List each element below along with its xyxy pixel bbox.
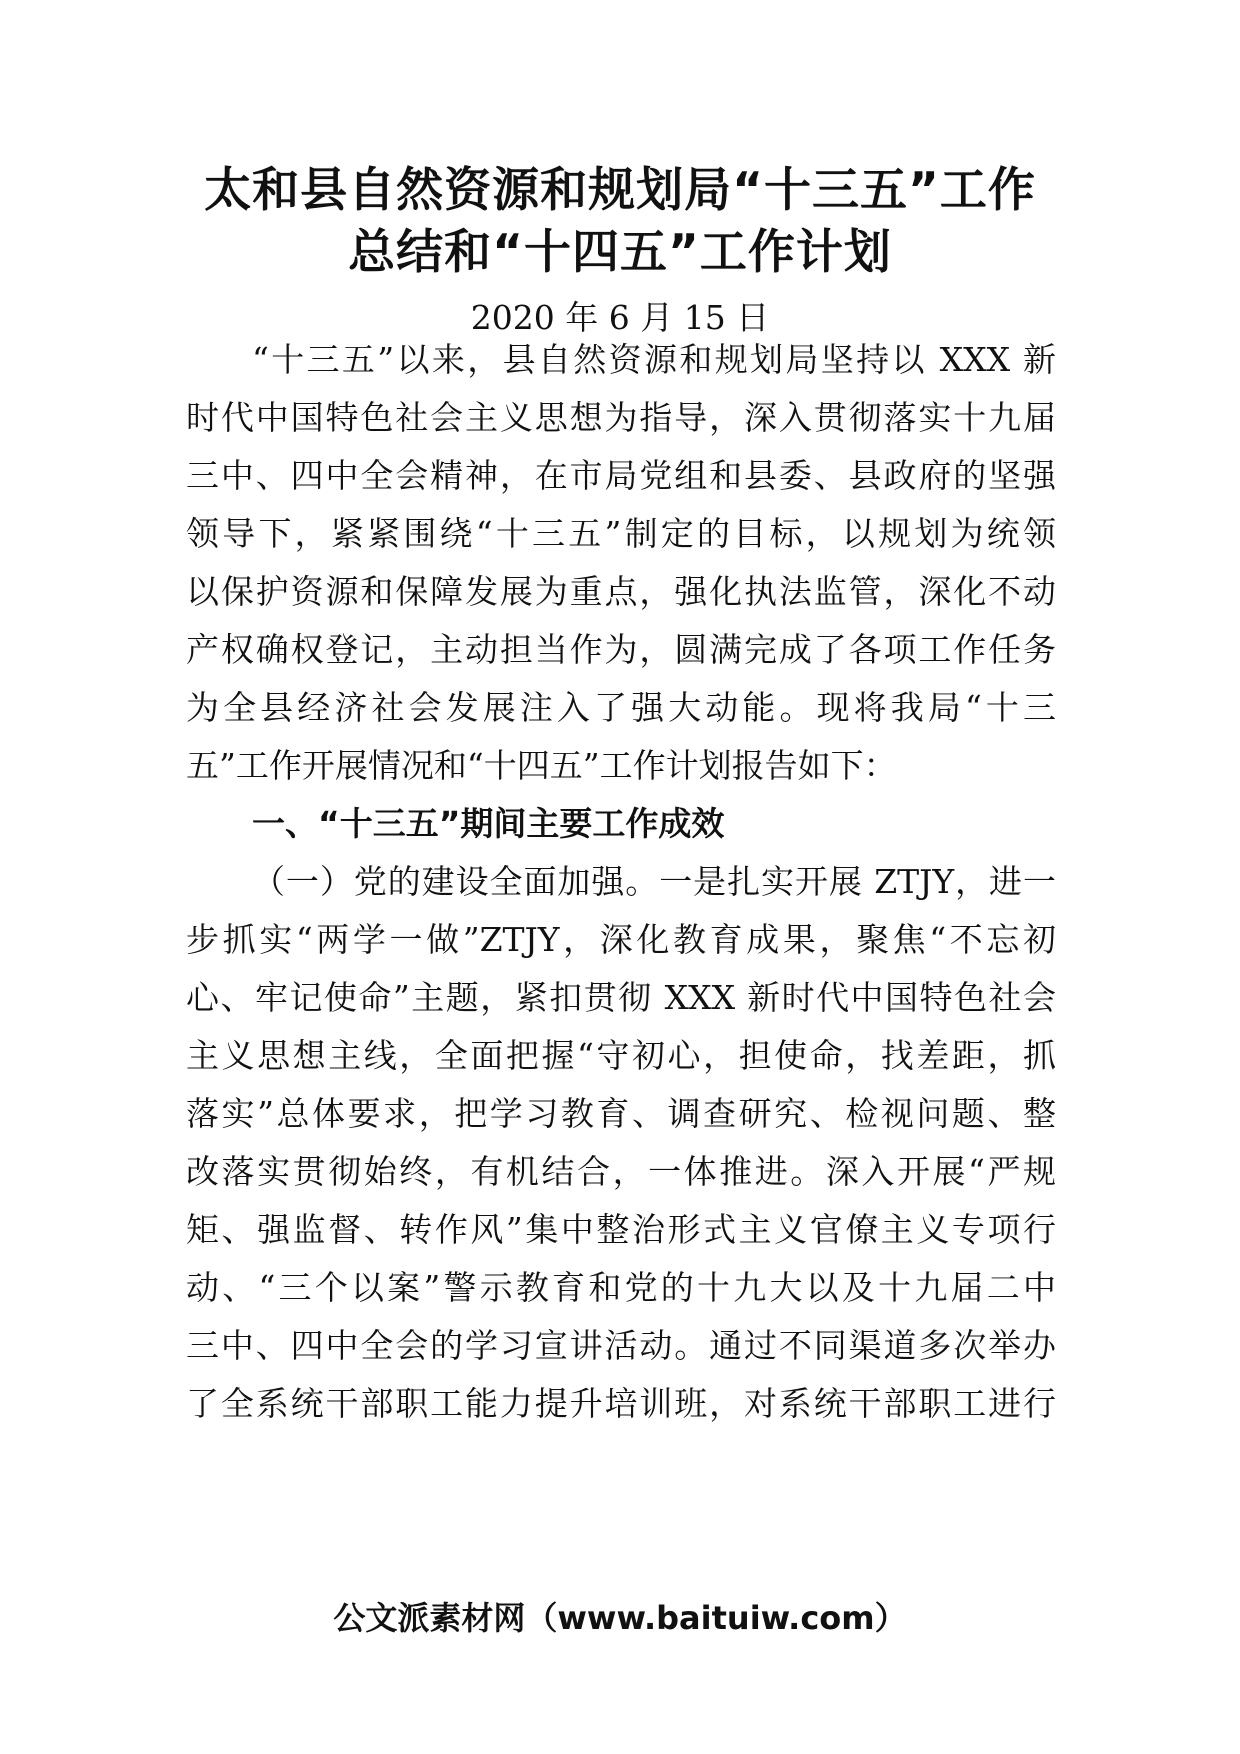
paragraph-2-line: 主义思想主线，全面把握“守初心，担使命，找差距，抓	[186, 1036, 1056, 1075]
paragraph-2-line: 步抓实“两学一做”ZTJY，深化教育成果，聚焦“不忘初	[186, 920, 1056, 959]
section-heading: 一、“十三五”期间主要工作成效	[252, 804, 725, 843]
paragraph-2-line: 三中、四中全会的学习宣讲活动。通过不同渠道多次举办	[186, 1326, 1056, 1365]
paragraph-1-line: 三中、四中全会精神，在市局党组和县委、县政府的坚强	[186, 456, 1056, 495]
paragraph-1-line: 为全县经济社会发展注入了强大动能。现将我局“十三	[186, 688, 1056, 727]
paragraph-2-line: 落实”总体要求，把学习教育、调查研究、检视问题、整	[186, 1094, 1056, 1133]
paragraph-1-line: 产权确权登记，主动担当作为，圆满完成了各项工作任务	[186, 630, 1056, 669]
document-title-line-1: 太和县自然资源和规划局“十三五”工作	[204, 163, 1036, 218]
paragraph-2-line: 矩、强监督、转作风”集中整治形式主义官僚主义专项行	[186, 1210, 1056, 1249]
paragraph-1-line: 时代中国特色社会主义思想为指导，深入贯彻落实十九届	[186, 398, 1056, 437]
document-date: 2020 年 6 月 15 日	[470, 298, 770, 337]
paragraph-1-line: 以保护资源和保障发展为重点，强化执法监管，深化不动	[186, 572, 1056, 611]
paragraph-2-line: 心、牢记使命”主题，紧扣贯彻 XXX 新时代中国特色社会	[186, 978, 1056, 1017]
document-title-line-2: 总结和“十四五”工作计划	[348, 225, 892, 280]
paragraph-2-line: （一）党的建设全面加强。一是扎实开展 ZTJY，进一	[252, 862, 1056, 901]
paragraph-1-line: 五”工作开展情况和“十四五”工作计划报告如下：	[186, 746, 897, 785]
paragraph-2-line: 改落实贯彻始终，有机结合，一体推进。深入开展“严规	[186, 1152, 1056, 1191]
paragraph-1-line: “十三五”以来，县自然资源和规划局坚持以 XXX 新	[252, 340, 1056, 379]
paragraph-2-line: 动、“三个以案”警示教育和党的十九大以及十九届二中	[186, 1268, 1056, 1307]
paragraph-2-line: 了全系统干部职工能力提升培训班，对系统干部职工进行	[186, 1384, 1056, 1423]
footer-source-text: 公文派素材网（www.baituiw.com）	[333, 1599, 907, 1637]
paragraph-1-line: 领导下，紧紧围绕“十三五”制定的目标，以规划为统领	[186, 514, 1056, 553]
